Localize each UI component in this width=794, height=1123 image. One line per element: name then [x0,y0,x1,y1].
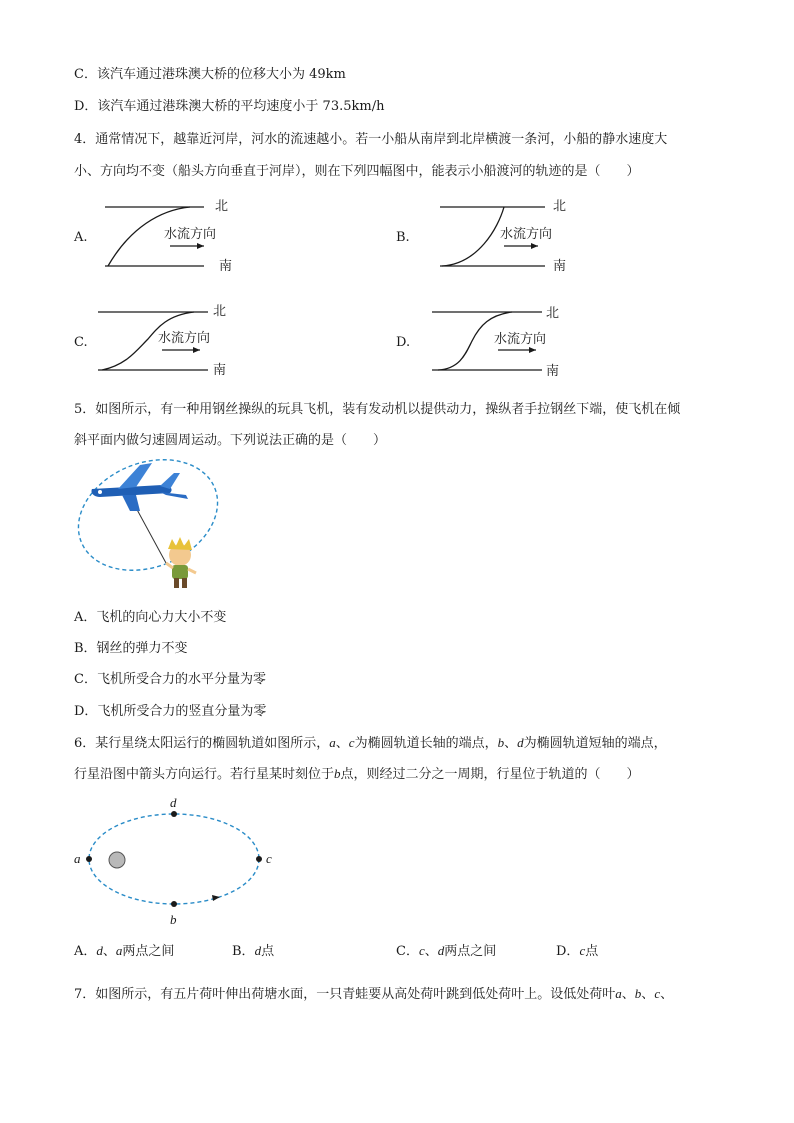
panel-letter: C. [74,335,88,350]
q5-option-d: D．飞机所受合力的竖直分量为零 [74,704,267,719]
panel-letter: D. [396,335,411,350]
q6-option-d: D．c点 [556,943,599,959]
q4-stem-line2: 小、方向均不变（船头方向垂直于河岸），则在下列四幅图中，能表示小船渡河的轨迹的是（ ） [74,164,640,179]
label-a: a [74,851,81,866]
flow-label: 水流方向 [494,332,547,347]
arrowhead-icon [193,347,200,353]
circular-path [62,440,234,590]
arrowhead-icon [531,243,538,249]
trajectory [442,207,504,266]
panel-letter: B. [396,230,410,245]
sun-icon [109,852,125,868]
north-label: 北 [546,306,560,321]
label-d: d [170,795,177,810]
q5-option-b: B．钢丝的弹力不变 [74,641,188,656]
q3-option-d: D．该汽车通过港珠澳大桥的平均速度小于 73.5km/h [74,99,385,114]
toy-plane-figure [70,455,230,590]
south-label: 南 [546,364,560,379]
point-d [171,811,177,817]
south-label: 南 [219,259,233,274]
q5-option-c: C．飞机所受合力的水平分量为零 [74,672,266,687]
point-b [171,901,177,907]
north-label: 北 [215,199,229,214]
q5-stem-line2: 斜平面内做匀速圆周运动。下列说法正确的是（ ） [74,433,387,448]
q5-option-a: A．飞机的向心力大小不变 [74,610,227,625]
q6-stem-line2: 行星沿图中箭头方向运行。若行星某时刻位于b点，则经过二分之一周期，行星位于轨道的（ ） [74,766,640,782]
q6-option-c: C．c、d两点之间 [396,943,497,959]
q4-stem-line1: 4．通常情况下，越靠近河岸，河水的流速越小。若一小船从南岸到北岸横渡一条河，小船的静水速度大 [74,132,668,147]
flow-label: 水流方向 [500,227,553,242]
q7-stem-line1: 7．如图所示，有五片荷叶伸出荷塘水面，一只青蛙要从高处荷叶跳到低处荷叶上。设低处荷叶a、b、c、 [74,986,674,1002]
label-c: c [266,851,272,866]
flow-label: 水流方向 [158,331,211,346]
point-a [86,856,92,862]
flow-label: 水流方向 [164,227,217,242]
q6-option-b: B．d点 [232,943,275,959]
label-b: b [170,912,177,927]
q5-stem-line1: 5．如图所示，有一种用钢丝操纵的玩具飞机，装有发动机以提供动力，操纵者手拉钢丝下端，使飞机在倾 [74,402,681,417]
q3-option-c: C．该汽车通过港珠澳大桥的位移大小为 49km [74,67,346,82]
north-label: 北 [213,304,227,319]
arrowhead-icon [197,243,204,249]
south-label: 南 [213,363,227,378]
q6-option-a: A．d、a两点之间 [74,943,175,959]
panel-letter: A. [74,230,88,245]
q6-stem-line1: 6．某行星绕太阳运行的椭圆轨道如图所示，a、c为椭圆轨道长轴的端点，b、d为椭圆轨道短轴的端点， [74,735,667,751]
plane-icon [91,463,188,511]
north-label: 北 [553,199,567,214]
south-label: 南 [553,259,567,274]
direction-arrow-icon [212,895,220,901]
point-c [256,856,262,862]
orbit-diagram [70,790,290,935]
